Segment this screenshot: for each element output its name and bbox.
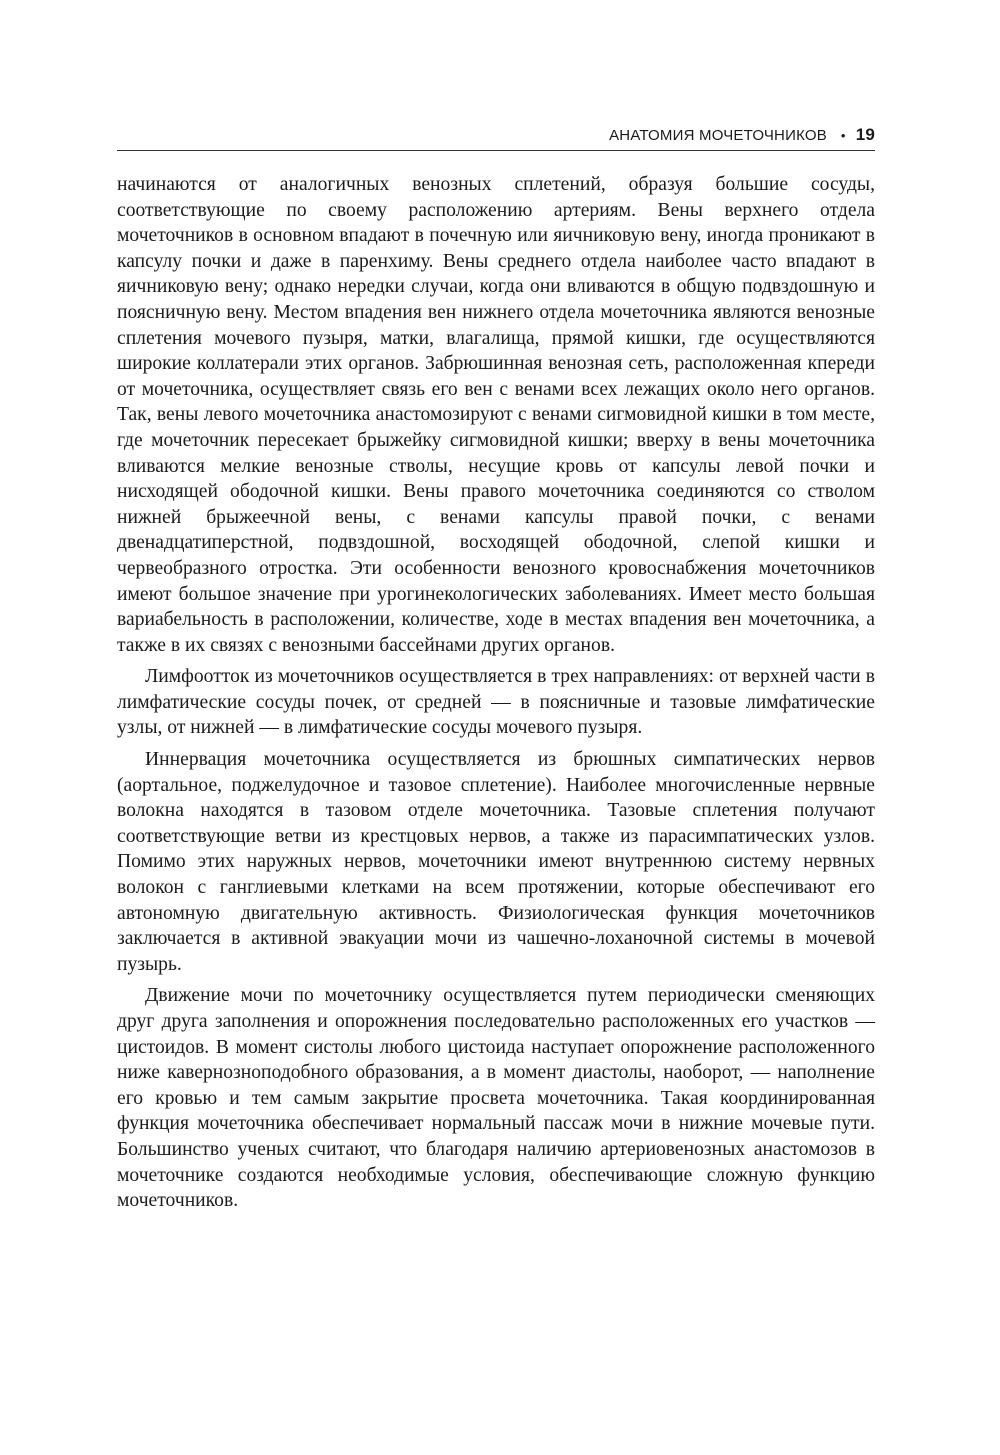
running-header xyxy=(117,120,875,151)
paragraph-continuation: начинаются от аналогичных венозных сплетений, образуя большие сосуды, соответствующие по своему расположению артериям. Вены верхнего отдела мочеточников в основном впадают в почечную или яичниковую вену, иногда проникают в капсулу почки и даже в паренхиму. Вены среднего отдела наиболее часто впадают в яичниковую вену; однако нередки случаи, когда они вливаются в общую подвздошную и поясничную вену. Местом впадения вен нижнего отдела мочеточника являются венозные сплетения мочевого пузыря, матки, влагалища, прямой кишки, где осуществляются широкие коллатерали этих органов. Забрюшинная венозная сеть, расположенная кпереди от мочеточника, осуществляет связь его вен с венами всех лежащих около него органов. Так, вены левого мочеточника анастомозируют с венами сигмовидной кишки в том месте, где мочеточник пересекает брыжейку сигмовидной кишки; вверху в вены мочеточника вливаются мелкие венозные стволы, несущие кровь от капсулы левой почки и нисходящей ободочной кишки. Вены правого мочеточника соединяются со стволом нижней брыжеечной вены, с венами капсулы правой почки, с венами двенадцатиперстной, подвздошной, восходящей ободочной, слепой кишки и червеобразного отростка. Эти особенности венозного кровоснабжения мочеточников имеют большое значение при урогинекологических заболеваниях. Имеет место большая вариабельность в расположении, количестве, ходе в местах впадения вен мочеточника, а также в их связях с венозными бассейнами других органов. xyxy=(117,174,875,656)
body-text xyxy=(117,172,875,1220)
running-title: АНАТОМИЯ МОЧЕТОЧНИКОВ xyxy=(609,126,827,144)
paragraph-innervation: Иннервация мочеточника осуществляется из брюшных симпатических нервов (аортальное, поджелудочное и тазовое сплетение). Наиболее многочисленные нервные волокна находятся в тазовом отделе мочеточника. Тазовые сплетения получают соответствующие ветви из крестцовых нервов, а также из парасимпатических узлов. Помимо этих наружных нервов, мочеточники имеют внутреннюю систему нервных волокон с ганглиевыми клетками на всем протяжении, которые обеспечивают его автономную двигательную активность. Физиологическая функция мочеточников заключается в активной эвакуации мочи из чашечно-лоханочной системы в мочевой пузырь. xyxy=(117,749,875,975)
page-number: 19 xyxy=(855,125,875,144)
bullet-separator: • xyxy=(840,127,846,143)
paragraph-lymph-drainage: Лимфоотток из мочеточников осуществляется в трех направлениях: от верхней части в лимфатические сосуды почек, от средней — в поясничные и тазовые лимфатические узлы, от нижней — в лимфатические сосуды мочевого пузыря. xyxy=(117,666,875,739)
paragraph-urine-movement: Движение мочи по мочеточнику осуществляется путем периодически сменяющих друг друга заполнения и опорожнения последовательно расположенных его участков — цистоидов. В момент систолы любого цистоида наступает опорожнение расположенного ниже кавернозноподобного образования, а в момент диастолы, наоборот, — наполнение его кровью и тем самым закрытие просвета мочеточника. Такая координированная функция мочеточника обеспечивает нормальный пассаж мочи в нижние мочевые пути. Большинство ученых считают, что благодаря наличию артериовенозных анастомозов в мочеточнике создаются необходимые условия, обеспечивающие сложную функцию мочеточников. xyxy=(117,985,875,1212)
